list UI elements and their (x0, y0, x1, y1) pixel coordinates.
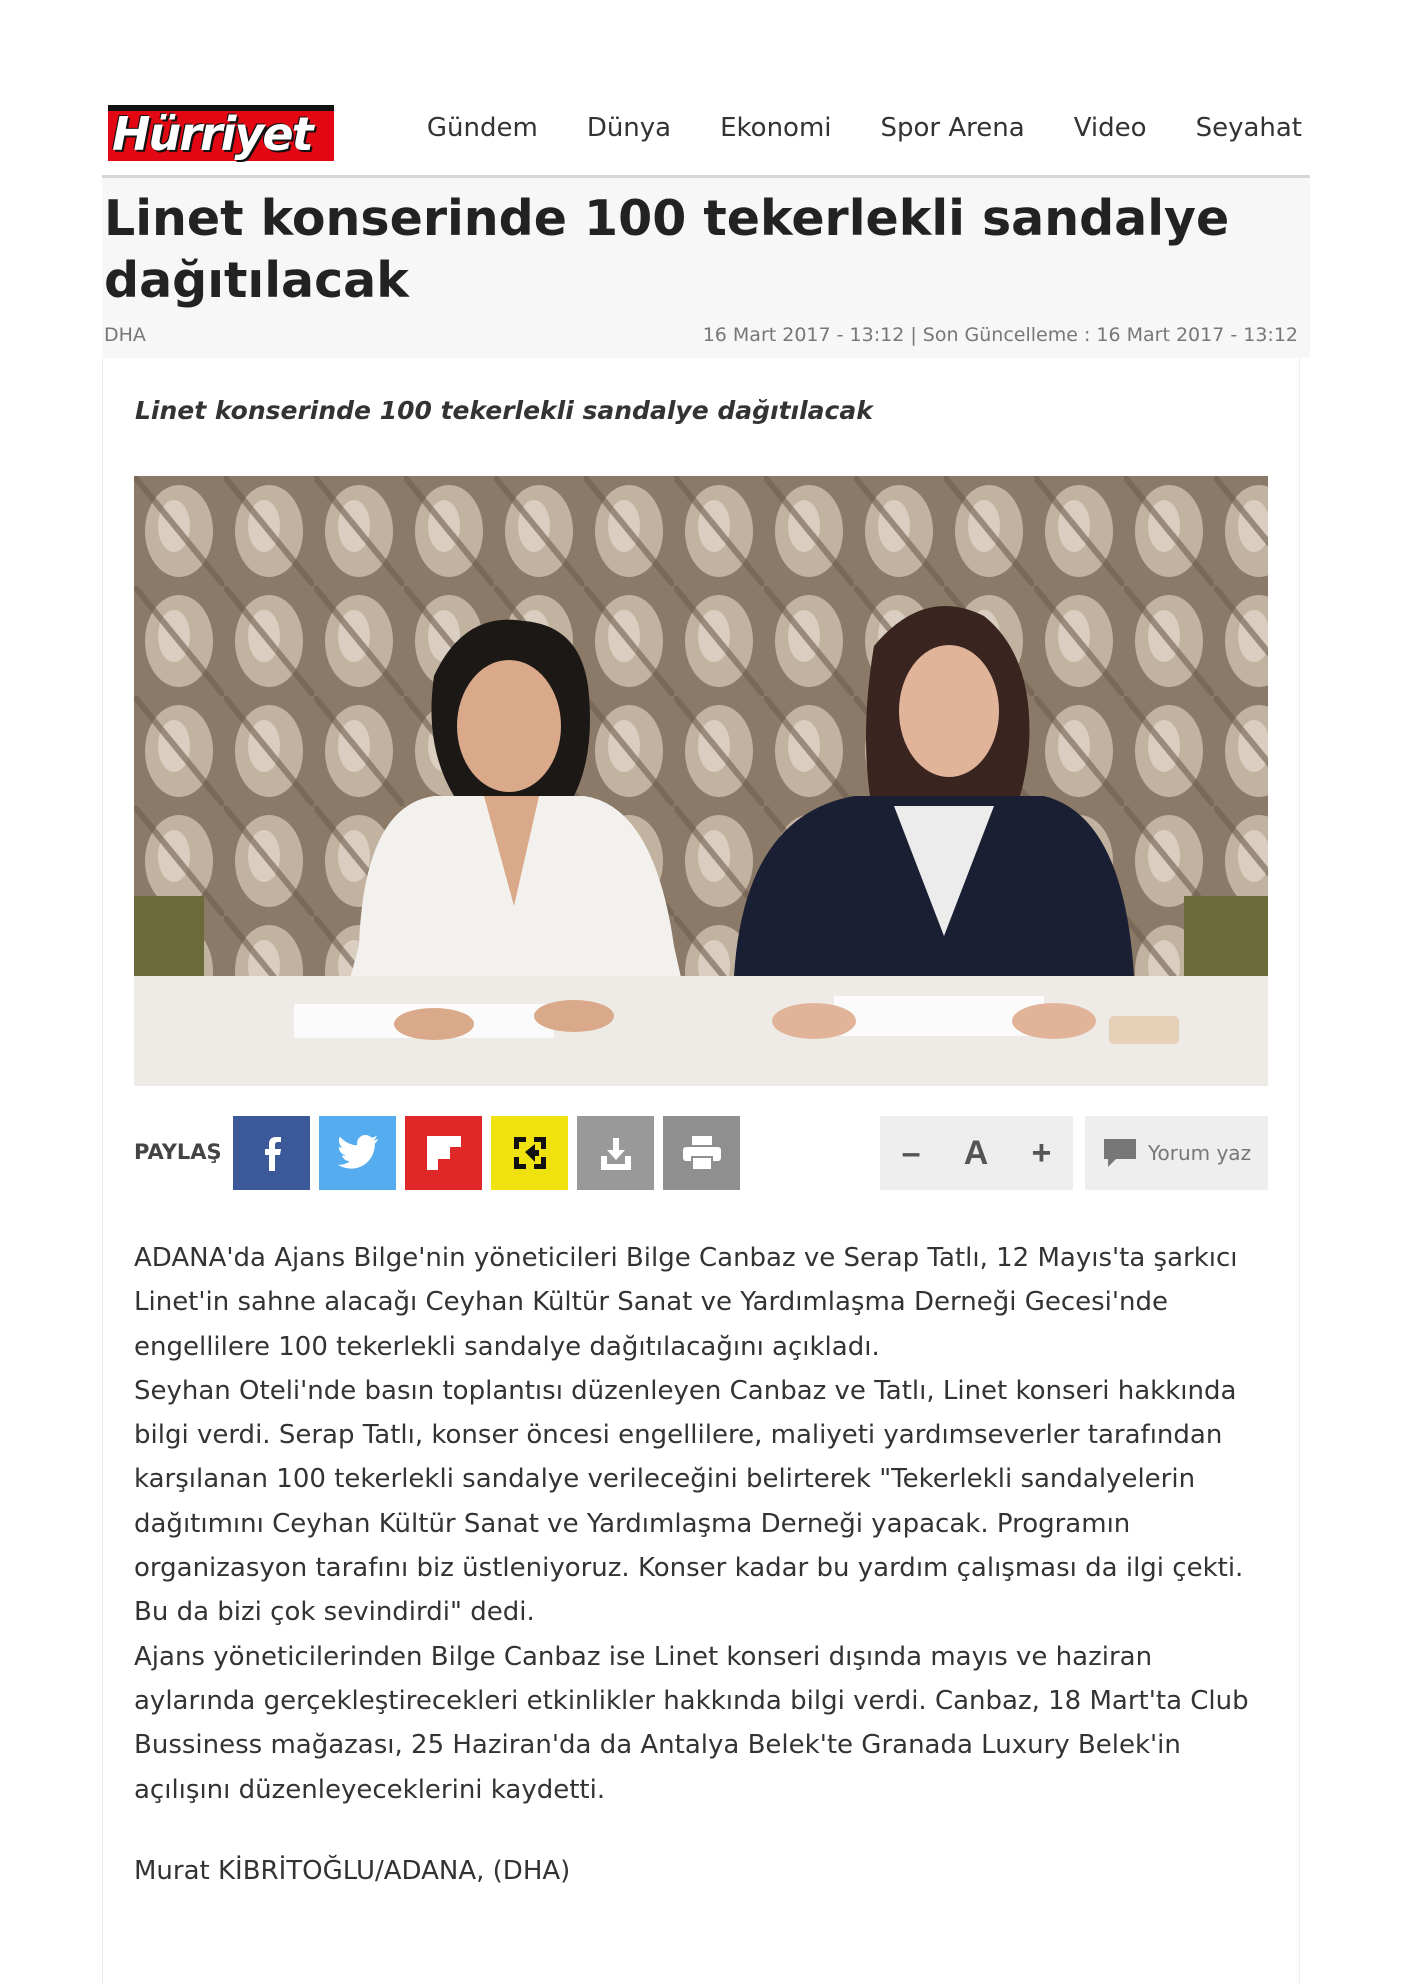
nav-item-dunya[interactable]: Dünya (586, 113, 672, 143)
nav-item-video[interactable]: Video (1073, 113, 1147, 143)
save-share-button[interactable] (577, 1116, 654, 1190)
article-photo (134, 476, 1268, 1086)
font-size-label: A (963, 1133, 989, 1172)
font-size-controls (880, 1116, 1073, 1190)
share-label: PAYLAŞ (134, 1140, 222, 1164)
comment-label: Yorum yaz (1147, 1141, 1252, 1165)
write-comment-button[interactable] (1085, 1116, 1268, 1190)
facebook-icon (257, 1135, 287, 1171)
article-paragraph: ADANA'da Ajans Bilge'nin yöneticileri Bilge Canbaz ve Serap Tatlı, 12 Mayıs'ta şarkıcı Linet'in sahne alacağı Ceyhan Kültür Sanat ve Yardımlaşma Derneği Gecesi'nde engellilere 100 tekerlekli sandalye dağıtılacağını açıkladı. (134, 1243, 1238, 1362)
twitter-icon (337, 1135, 379, 1171)
facebook-share-button[interactable] (233, 1116, 310, 1190)
logo-text: Hürriyet (112, 107, 312, 161)
comment-icon (1102, 1137, 1138, 1169)
font-decrease-button[interactable]: – (901, 1133, 921, 1172)
press-conference-photo (134, 476, 1268, 1086)
kapture-icon (512, 1135, 548, 1171)
flipboard-share-button[interactable] (405, 1116, 482, 1190)
article-dates: 16 Mart 2017 - 13:12 | Son Güncelleme : 16 Mart 2017 - 13:12 (702, 324, 1298, 346)
article-title: Linet konserinde 100 tekerlekli sandalye dağıtılacak (104, 190, 1230, 309)
article-signature: Murat KİBRİTOĞLU/ADANA, (DHA) (134, 1856, 571, 1886)
hurriyet-logo[interactable] (108, 105, 334, 161)
print-share-button[interactable] (663, 1116, 740, 1190)
font-increase-button[interactable]: + (1031, 1133, 1052, 1172)
article-spot: Linet konserinde 100 tekerlekli sandalye dağıtılacak (135, 396, 873, 425)
nav-item-ekonomi[interactable]: Ekonomi (720, 113, 832, 143)
download-icon (601, 1136, 631, 1170)
kapture-share-button[interactable] (491, 1116, 568, 1190)
nav-item-spor-arena[interactable]: Spor Arena (880, 113, 1025, 143)
article-body (134, 1236, 1268, 1812)
article-content (102, 358, 1300, 1985)
nav-item-gundem[interactable]: Gündem (426, 113, 538, 143)
nav-item-seyahat[interactable]: Seyahat (1195, 113, 1302, 143)
article-header (102, 178, 1310, 358)
article-paragraph: Seyhan Oteli'nde basın toplantısı düzenleyen Canbaz ve Tatlı, Linet konseri hakkında bilgi verdi. Serap Tatlı, konser öncesi engellilere, maliyeti yardımseverler tarafından karşılanan 100 tekerlekli sandalye verileceğini belirterek "Tekerlekli sandalyelerin dağıtımını Ceyhan Kültür Sanat ve Yardımlaşma Derneği yapacak. Programın organizasyon tarafını biz üstleniyoruz. Konser kadar bu yardım çalışması da ilgi çekti. Bu da bizi çok sevindirdi" dedi. (134, 1375, 1244, 1628)
article-source: DHA (104, 324, 146, 346)
site-header (102, 95, 1310, 178)
main-nav (427, 113, 1302, 143)
print-icon (683, 1136, 721, 1170)
flipboard-icon (427, 1136, 461, 1170)
article-paragraph: Ajans yöneticilerinden Bilge Canbaz ise Linet konseri dışında mayıs ve haziran aylarında gerçekleştirecekleri etkinlikler hakkında bilgi verdi. Canbaz, 18 Mart'ta Club Bussiness mağazası, 25 Haziran'da da Antalya Belek'te Granada Luxury Belek'in açılışını düzenleyeceklerini kaydetti. (134, 1641, 1249, 1805)
twitter-share-button[interactable] (319, 1116, 396, 1190)
